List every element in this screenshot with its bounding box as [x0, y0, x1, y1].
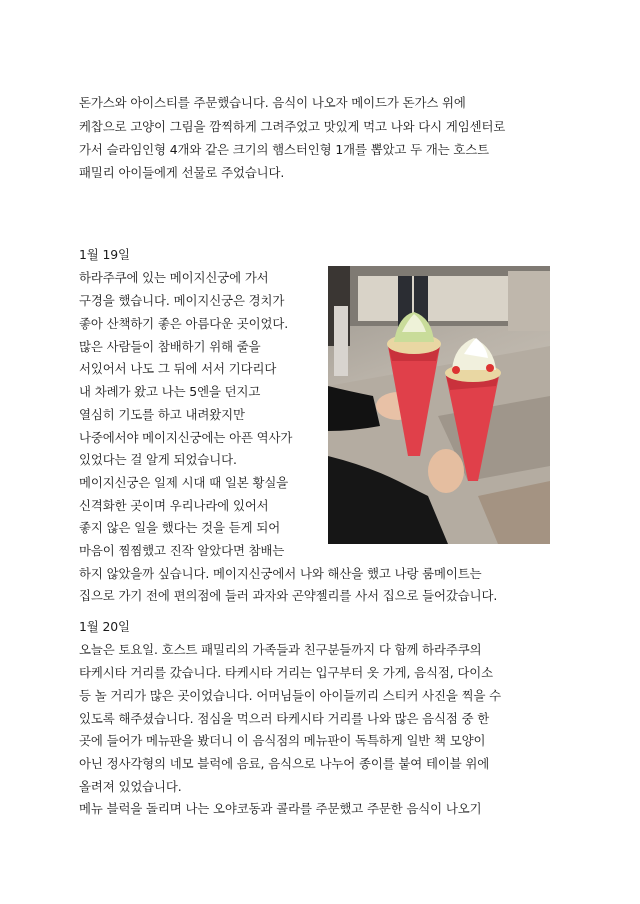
text-line: 가서 슬라임인형 4개와 같은 크기의 햄스터인형 1개를 뽑았고 두 개는 호스트 — [79, 142, 490, 157]
text-line: 패밀리 아이들에게 선물로 주었습니다. — [79, 165, 285, 180]
text-line: 있었다는 걸 알게 되었습니다. — [79, 452, 237, 467]
text-line: 메뉴 블럭을 돌리며 나는 오야코동과 콜라를 주문했고 주문한 음식이 나오기 — [79, 801, 482, 816]
text-line: 등 놀 거리가 많은 곳이었습니다. 어머님들이 아이들끼리 스티커 사진을 찍을 수 — [79, 688, 502, 703]
text-line: 곳에 들어가 메뉴판을 봤더니 이 음식점의 메뉴판이 독특하게 일반 책 모양이 — [79, 733, 486, 748]
text-line: 있도록 해주셨습니다. 점심을 먹으러 타케시타 거리를 나와 많은 음식점 중 한 — [79, 711, 490, 726]
section-heading: 1월 20일 — [79, 619, 130, 634]
section-heading: 1월 19일 — [79, 247, 130, 262]
text-line: 신격화한 곳이며 우리나라에 있어서 — [79, 498, 269, 513]
text-line: 케찹으로 고양이 그림을 깜찍하게 그려주었고 맛있게 먹고 나와 다시 게임센터로 — [79, 119, 506, 134]
text-line: 마음이 찜찜했고 진작 알았다면 참배는 — [79, 543, 285, 558]
text-line: 열심히 기도를 하고 내려왔지만 — [79, 407, 245, 422]
text-line: 집으로 가기 전에 편의점에 들러 과자와 곤약젤리를 사서 집으로 들어갔습니다. — [79, 588, 498, 603]
text-line: 내 차례가 왔고 나는 5엔을 던지고 — [79, 384, 261, 399]
text-line: 타케시타 거리를 갔습니다. 타케시타 거리는 입구부터 옷 가게, 음식점, 다이소 — [79, 665, 494, 680]
text-line: 아닌 정사각형의 네모 블럭에 음료, 음식으로 나누어 종이를 붙여 테이블 위에 — [79, 756, 490, 771]
text-line: 오늘은 토요일. 호스트 패밀리의 가족들과 친구분들까지 다 함께 하라주쿠의 — [79, 642, 482, 657]
text-line: 좋아 산책하기 좋은 아름다운 곳이었다. — [79, 316, 289, 331]
text-line: 좋지 않은 일을 했다는 것을 듣게 되어 — [79, 520, 281, 535]
ice-cream-photo — [328, 266, 550, 544]
text-line: 올려져 있었습니다. — [79, 779, 182, 794]
text-line: 많은 사람들이 참배하기 위해 줄을 — [79, 339, 261, 354]
text-line: 돈가스와 아이스티를 주문했습니다. 음식이 나오자 메이드가 돈가스 위에 — [79, 95, 466, 110]
text-line: 나중에서야 메이지신궁에는 아픈 역사가 — [79, 430, 293, 445]
ice-cream-illustration — [328, 266, 550, 544]
text-line: 메이지신궁은 일제 시대 때 일본 황실을 — [79, 475, 289, 490]
text-line: 하라주쿠에 있는 메이지신궁에 가서 — [79, 270, 269, 285]
text-line: 서있어서 나도 그 뒤에 서서 기다리다 — [79, 361, 277, 376]
text-line: 하지 않았을까 싶습니다. 메이지신궁에서 나와 해산을 했고 나랑 룸메이트는 — [79, 566, 482, 581]
text-line: 구경을 했습니다. 메이지신궁은 경치가 — [79, 293, 285, 308]
